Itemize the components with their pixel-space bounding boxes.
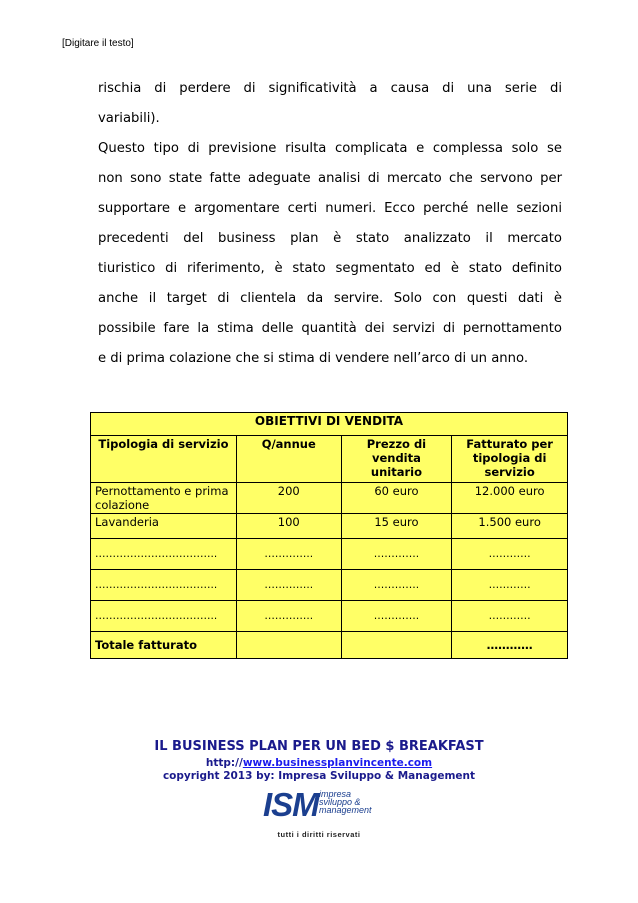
column-header: Fatturato per tipologia di servizio <box>452 436 568 483</box>
body-line: variabili). <box>98 111 160 126</box>
table-cell: …………………………….. <box>91 539 237 570</box>
logo-sub-line: sviluppo & <box>319 797 361 807</box>
column-header: Prezzo di vendita unitario <box>341 436 452 483</box>
table-cell: ………….. <box>236 570 341 601</box>
table-cell: ………… <box>452 570 568 601</box>
footer-copyright: copyright 2013 by: Impresa Sviluppo & Management <box>162 770 476 782</box>
table-cell: …………………………….. <box>91 570 237 601</box>
table-cell: 200 <box>236 483 341 514</box>
sales-objectives-table <box>90 412 568 659</box>
body-text <box>98 74 562 374</box>
table-cell: 1.500 euro <box>452 514 568 539</box>
column-header: Q/annue <box>236 436 341 483</box>
footer-url-prefix: http:// <box>205 757 243 769</box>
logo-subtitle <box>319 790 372 814</box>
page-header: [Digitare il testo] <box>62 38 134 49</box>
table-cell: 60 euro <box>341 483 452 514</box>
table-row <box>91 539 568 570</box>
footer-title: IL BUSINESS PLAN PER UN BED $ BREAKFAST <box>154 739 484 754</box>
table-cell: ………….. <box>236 539 341 570</box>
body-line: e di prima colazione che si stima di vendere nell’arco di un anno. <box>98 351 529 366</box>
logo-sub-line: impresa <box>319 789 352 799</box>
table-cell: ………… <box>452 539 568 570</box>
total-label: Totale fatturato <box>91 632 237 659</box>
table-row <box>91 514 568 539</box>
table-title: OBIETTIVI DI VENDITA <box>91 413 568 436</box>
body-line: supportare e argomentare certi numeri. Ecco perché nelle sezioni <box>98 201 562 216</box>
table-cell: 100 <box>236 514 341 539</box>
table-cell: …………………………….. <box>91 601 237 632</box>
body-line: rischia di perdere di significatività a causa di una serie di <box>98 81 562 96</box>
body-line: Questo tipo di previsione risulta complicata e complessa solo se <box>98 141 562 156</box>
ism-logo <box>263 786 383 823</box>
body-line: anche il target di clientela da servire. Solo con questi dati è <box>98 291 562 306</box>
table-row <box>91 601 568 632</box>
total-row <box>91 632 568 659</box>
table-cell: …………. <box>341 601 452 632</box>
table-cell: ………… <box>452 601 568 632</box>
body-line: tiuristico di riferimento, è stato segmentato ed è stato definito <box>98 261 562 276</box>
rights-notice: tutti i diritti riservati <box>277 830 361 839</box>
table-cell: 12.000 euro <box>452 483 568 514</box>
body-line: possibile fare la stima delle quantità dei servizi di pernottamento <box>98 321 562 336</box>
footer-url <box>0 757 638 769</box>
logo-sub-line: management <box>319 805 372 815</box>
table-cell: Pernottamento e prima colazione <box>91 483 237 514</box>
logo-mark: ISM <box>263 786 319 823</box>
table-cell: 15 euro <box>341 514 452 539</box>
column-header: Tipologia di servizio <box>91 436 237 483</box>
table-cell: ………….. <box>236 601 341 632</box>
table-cell <box>341 632 452 659</box>
table-cell: Lavanderia <box>91 514 237 539</box>
table-cell: …………. <box>341 570 452 601</box>
body-line: non sono state fatte adeguate analisi di mercato che servono per <box>98 171 562 186</box>
table-cell: …………. <box>341 539 452 570</box>
website-link[interactable]: www.businessplanvincente.com <box>242 757 433 769</box>
body-line: precedenti del business plan è stato analizzato il mercato <box>98 231 562 246</box>
table-cell <box>236 632 341 659</box>
table-row <box>91 570 568 601</box>
total-value: ………… <box>452 632 568 659</box>
table-row <box>91 483 568 514</box>
